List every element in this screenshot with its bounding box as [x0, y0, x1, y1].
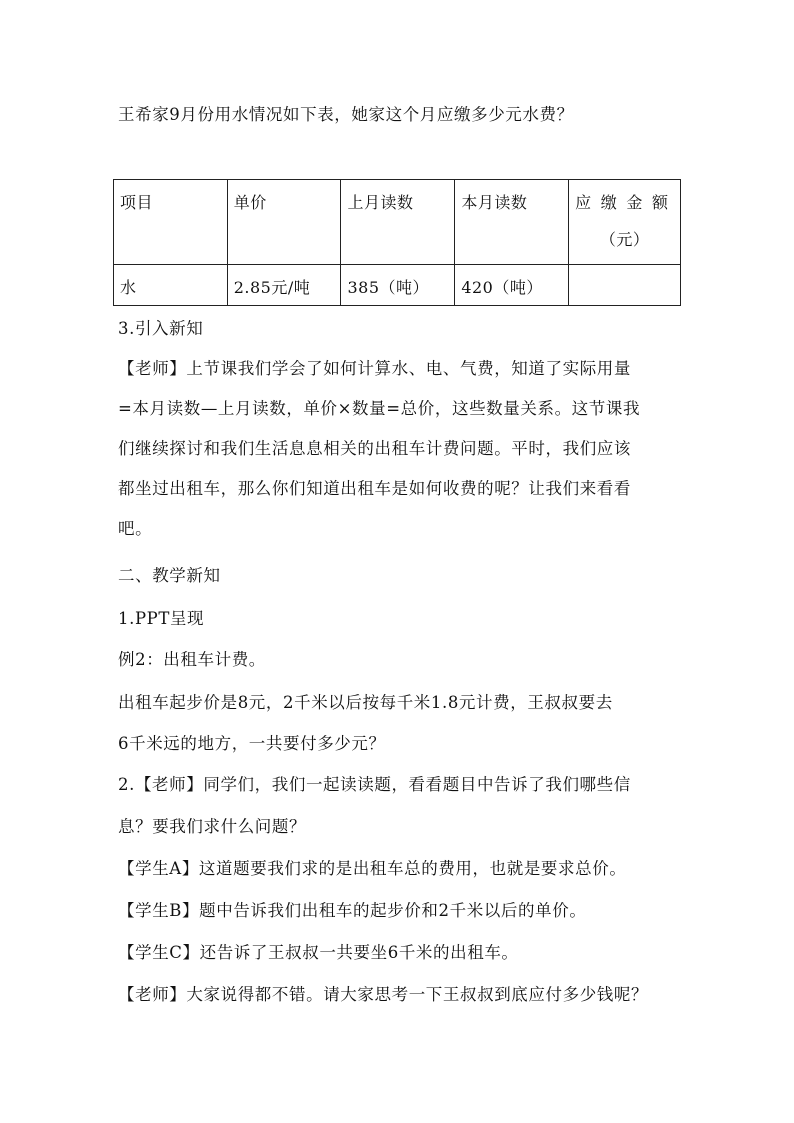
header-amount-due: [569, 180, 681, 265]
paragraph-line: 【老师】大家说得都不错。请大家思考一下王叔叔到底应付多少钱呢？: [118, 985, 649, 1004]
paragraph-line: 【学生A】这道题要我们求的是出租车总的费用，也就是要求总价。: [118, 859, 627, 878]
table-header-row: [114, 180, 681, 265]
cell-current-reading: 420（吨）: [455, 265, 569, 306]
section-heading: 二、教学新知: [118, 566, 221, 585]
paragraph-line: 都坐过出租车，那么你们知道出租车是如何收费的呢？让我们来看看: [118, 479, 631, 498]
header-current-reading: 本月读数: [455, 180, 569, 265]
paragraph-line: 【学生B】题中告诉我们出租车的起步价和2千米以后的单价。: [118, 901, 587, 920]
paragraph-line: 【学生C】还告诉了王叔叔一共要坐6千米的出租车。: [118, 943, 519, 962]
paragraph-line: 3.引入新知: [118, 319, 204, 338]
paragraph-line: 吧。: [118, 519, 153, 538]
cell-amount-due: [569, 265, 681, 306]
cell-last-reading: 385（吨）: [341, 265, 455, 306]
paragraph-line: 1.PPT呈现: [118, 609, 205, 628]
paragraph-line: 例2：出租车计费。: [118, 650, 266, 669]
header-item: 项目: [114, 180, 228, 265]
header-amount-due-label: 应缴金额: [575, 193, 674, 212]
header-amount-due-unit: （元）: [599, 230, 650, 249]
paragraph-line: 2.【老师】同学们，我们一起读读题，看看题目中告诉了我们哪些信: [118, 775, 631, 794]
paragraph-line: 【老师】上节课我们学会了如何计算水、电、气费，知道了实际用量: [118, 359, 631, 378]
intro-question: 王希家9月份用水情况如下表，她家这个月应缴多少元水费？: [118, 105, 574, 124]
paragraph-line: 息？要我们求什么问题？: [118, 817, 307, 836]
header-last-reading: 上月读数: [341, 180, 455, 265]
paragraph-line: 们继续探讨和我们生活息息相关的出租车计费问题。平时，我们应该: [118, 439, 631, 458]
cell-item: 水: [114, 265, 228, 306]
paragraph-line: =本月读数—上月读数，单价×数量=总价，这些数量关系。这节课我: [118, 399, 641, 418]
paragraph-line: 出租车起步价是8元，2千米以后按每千米1.8元计费，王叔叔要去: [118, 693, 613, 712]
water-usage-table: [113, 179, 681, 306]
header-unit-price: 单价: [227, 180, 341, 265]
cell-unit-price: 2.85元/吨: [227, 265, 341, 306]
paragraph-line: 6千米远的地方，一共要付多少元？: [118, 734, 386, 753]
table-row: [114, 265, 681, 306]
